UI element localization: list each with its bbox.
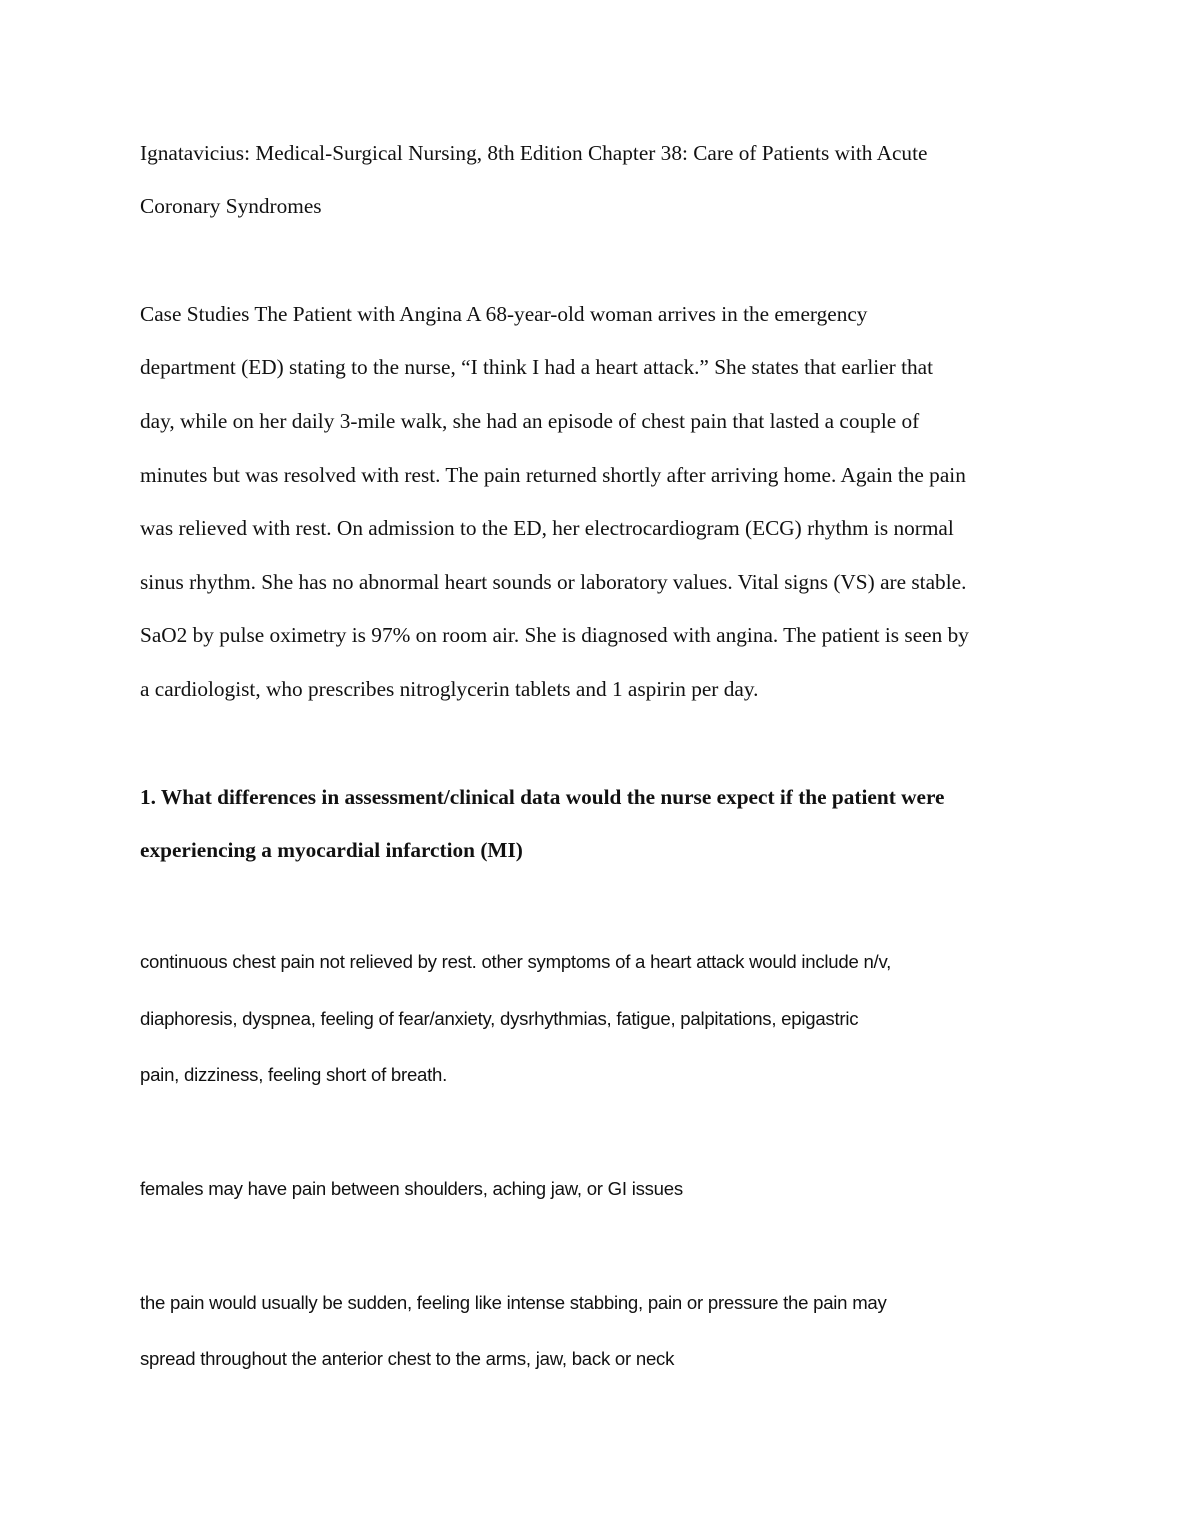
answer-1-line-3: pain, dizziness, feeling short of breath. [140,1064,448,1085]
answer-3-line-1: the pain would usually be sudden, feeling like intense stabbing, pain or pressure the pain may [140,1292,887,1313]
answer-1-line-2: diaphoresis, dyspnea, feeling of fear/anxiety, dysrhythmias, fatigue, palpitations, epigastric [140,1008,859,1029]
case-study-line-6: sinus rhythm. She has no abnormal heart sounds or laboratory values. Vital signs (VS) are stable. [140,570,967,594]
question-line-2: experiencing a myocardial infarction (MI) [140,838,523,862]
case-study-line-1: Case Studies The Patient with Angina A 68-year-old woman arrives in the emergency [140,302,868,326]
title-line-2: Coronary Syndromes [140,194,322,218]
title-line-1: Ignatavicius: Medical-Surgical Nursing, 8th Edition Chapter 38: Care of Patients with Acute [140,141,928,165]
case-study-line-3: day, while on her daily 3-mile walk, she had an episode of chest pain that lasted a couple of [140,409,920,433]
case-study-line-5: was relieved with rest. On admission to the ED, her electrocardiogram (ECG) rhythm is normal [140,516,954,540]
case-study-line-4: minutes but was resolved with rest. The pain returned shortly after arriving home. Again the pain [140,463,966,487]
answer-3-line-2: spread throughout the anterior chest to the arms, jaw, back or neck [140,1348,675,1369]
question-line-1: 1. What differences in assessment/clinical data would the nurse expect if the patient were [140,785,945,809]
case-study-line-8: a cardiologist, who prescribes nitroglycerin tablets and 1 aspirin per day. [140,677,759,701]
case-study-line-7: SaO2 by pulse oximetry is 97% on room air. She is diagnosed with angina. The patient is seen by [140,623,969,647]
answer-2-line-1: females may have pain between shoulders, aching jaw, or GI issues [140,1178,683,1199]
case-study-line-2: department (ED) stating to the nurse, “I think I had a heart attack.” She states that earlier that [140,355,934,379]
answer-1-line-1: continuous chest pain not relieved by rest. other symptoms of a heart attack would include n/v, [140,951,892,972]
